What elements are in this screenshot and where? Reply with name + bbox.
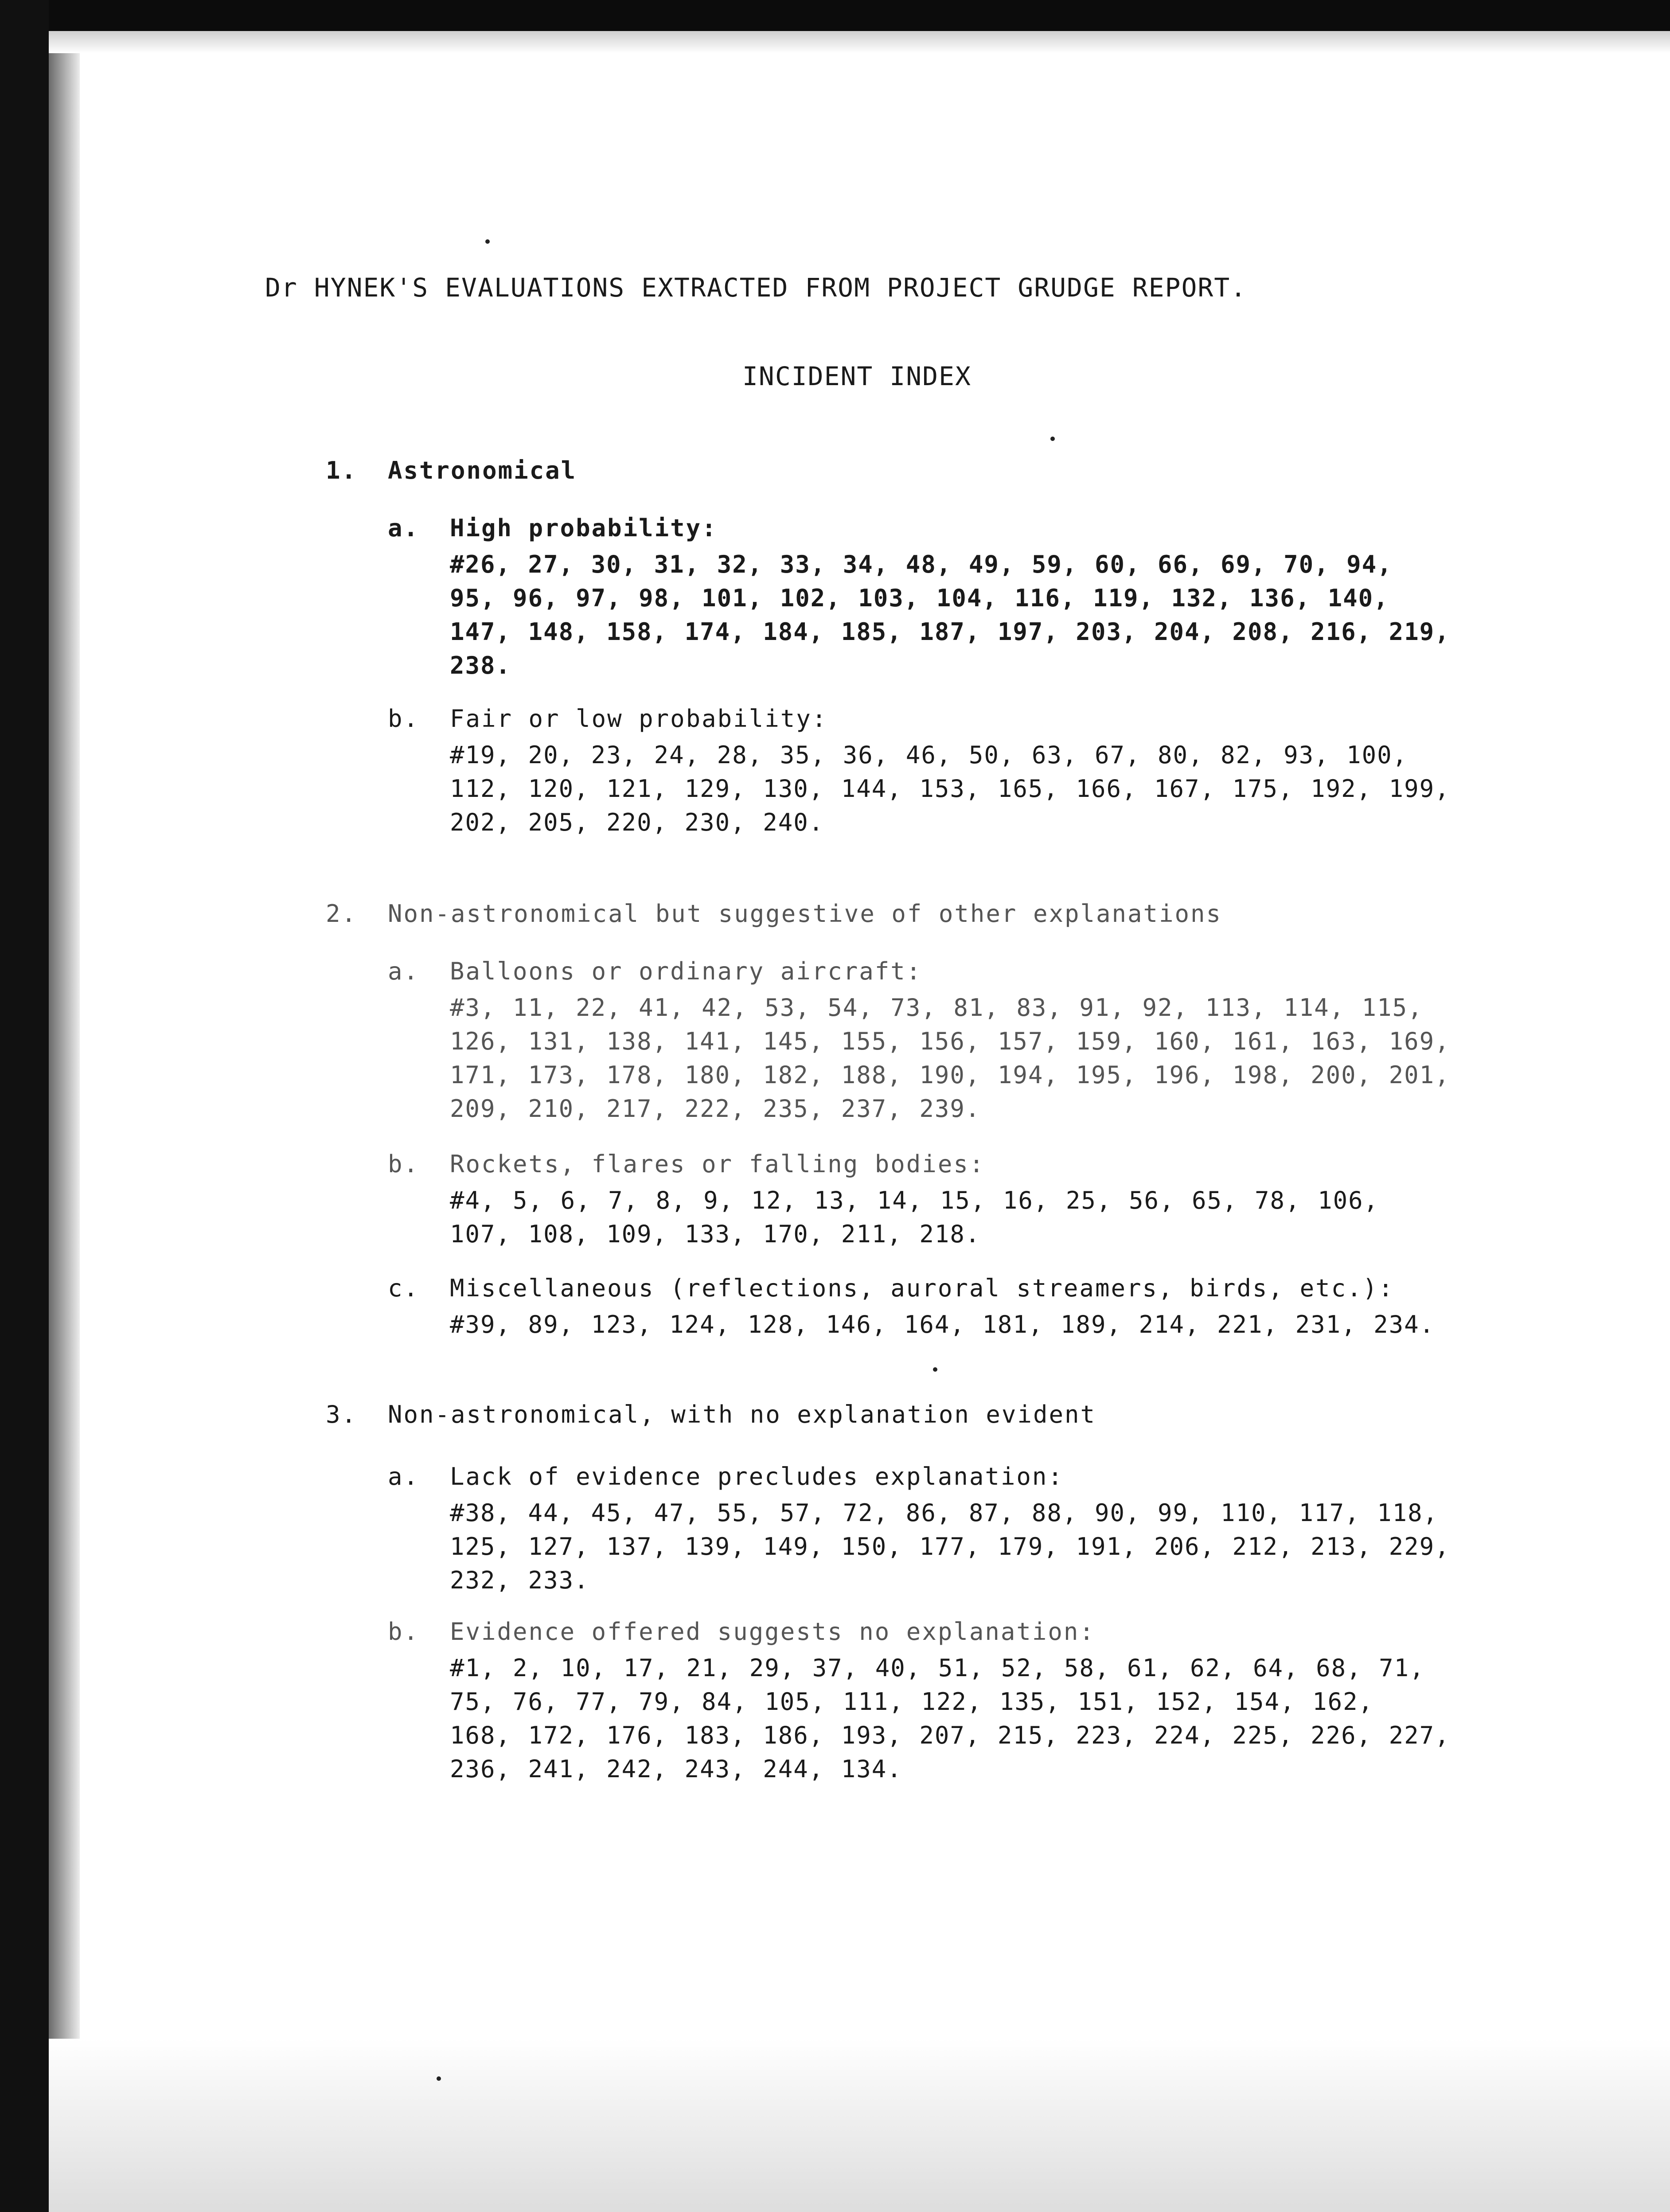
- subsection-label: Rockets, flares or falling bodies:: [450, 1150, 985, 1178]
- subsection-label: Evidence offered suggests no explanation:: [450, 1618, 1095, 1646]
- section-3a-heading: [388, 1463, 1064, 1490]
- section-number: 2.: [326, 900, 358, 928]
- subsection-label: Lack of evidence precludes explanation:: [450, 1463, 1064, 1490]
- section-title: Non-astronomical, with no explanation evident: [388, 1401, 1096, 1428]
- incident-numbers-list: #38, 44, 45, 47, 55, 57, 72, 86, 87, 88, 90, 99, 110, 117, 118, 125, 127, 137, 139, 149, 150, 177, 179, 191, 206, 212, 213, 229, 232, 233.: [450, 1499, 1450, 1594]
- section-1a-heading: [388, 514, 718, 542]
- section-number: 3.: [326, 1401, 358, 1428]
- section-title: Non-astronomical but suggestive of other explanations: [388, 900, 1222, 928]
- scan-border-left: [0, 0, 49, 2212]
- scan-speck: [933, 1367, 937, 1372]
- section-1b-heading: [388, 705, 827, 733]
- scan-border-top: [0, 0, 1670, 31]
- incident-numbers-list: #4, 5, 6, 7, 8, 9, 12, 13, 14, 15, 16, 25, 56, 65, 78, 106, 107, 108, 109, 133, 170, 211, 218.: [450, 1186, 1379, 1248]
- section-1-heading: [326, 456, 577, 484]
- subsection-letter: a.: [388, 514, 420, 542]
- subsection-letter: c.: [388, 1274, 420, 1302]
- subsection-letter: b.: [388, 1618, 420, 1646]
- incident-numbers-list: #26, 27, 30, 31, 32, 33, 34, 48, 49, 59, 60, 66, 69, 70, 94, 95, 96, 97, 98, 101, 102, 103, 104, 116, 119, 132, 136, 140, 147, 148, 158, 174, 184, 185, 187, 197, 203, 204, 208, 216, 219, 238.: [450, 550, 1450, 679]
- subsection-letter: a.: [388, 1463, 420, 1490]
- subsection-label: High probability:: [450, 514, 718, 542]
- scan-shadow-left: [49, 53, 80, 2136]
- scan-speck: [437, 2076, 441, 2081]
- section-2-heading: [326, 900, 1222, 928]
- subsection-letter: b.: [388, 1150, 420, 1178]
- scan-speck: [1050, 437, 1055, 441]
- subsection-letter: a.: [388, 957, 420, 985]
- subsection-label: Fair or low probability:: [450, 705, 828, 733]
- section-3-heading: [326, 1401, 1096, 1428]
- scan-shadow-bottom: [49, 2039, 1670, 2212]
- section-number: 1.: [326, 456, 358, 484]
- page-subtitle: INCIDENT INDEX: [742, 361, 972, 391]
- section-title: Astronomical: [388, 456, 577, 484]
- scan-speck: [485, 239, 490, 244]
- incident-numbers-list: #19, 20, 23, 24, 28, 35, 36, 46, 50, 63, 67, 80, 82, 93, 100, 112, 120, 121, 129, 130, 144, 153, 165, 166, 167, 175, 192, 199, 202, 205, 220, 230, 240.: [450, 741, 1450, 836]
- subsection-label: Balloons or ordinary aircraft:: [450, 957, 922, 985]
- section-2a-heading: [388, 957, 922, 985]
- section-3b-heading: [388, 1618, 1095, 1646]
- scan-shadow-top: [49, 31, 1670, 53]
- incident-numbers-list: #3, 11, 22, 41, 42, 53, 54, 73, 81, 83, 91, 92, 113, 114, 115, 126, 131, 138, 141, 145, 155, 156, 157, 159, 160, 161, 163, 169, 171, 173, 178, 180, 182, 188, 190, 194, 195, 196, 198, 200, 201, 209, 210, 217, 222, 235, 237, 239.: [450, 994, 1450, 1123]
- incident-numbers-list: #39, 89, 123, 124, 128, 146, 164, 181, 189, 214, 221, 231, 234.: [450, 1311, 1435, 1338]
- section-2c-heading: [388, 1274, 1394, 1302]
- incident-numbers-list: #1, 2, 10, 17, 21, 29, 37, 40, 51, 52, 58, 61, 62, 64, 68, 71, 75, 76, 77, 79, 84, 105, 111, 122, 135, 151, 152, 154, 162, 168, 172, 176, 183, 186, 193, 207, 215, 223, 224, 225, 226, 227, 236, 241, 242, 243, 244, 134.: [450, 1654, 1450, 1783]
- subsection-letter: b.: [388, 705, 420, 733]
- page-title: Dr HYNEK'S EVALUATIONS EXTRACTED FROM PROJECT GRUDGE REPORT.: [265, 273, 1247, 303]
- section-2b-heading: [388, 1150, 985, 1178]
- subsection-label: Miscellaneous (reflections, auroral streamers, birds, etc.):: [450, 1274, 1394, 1302]
